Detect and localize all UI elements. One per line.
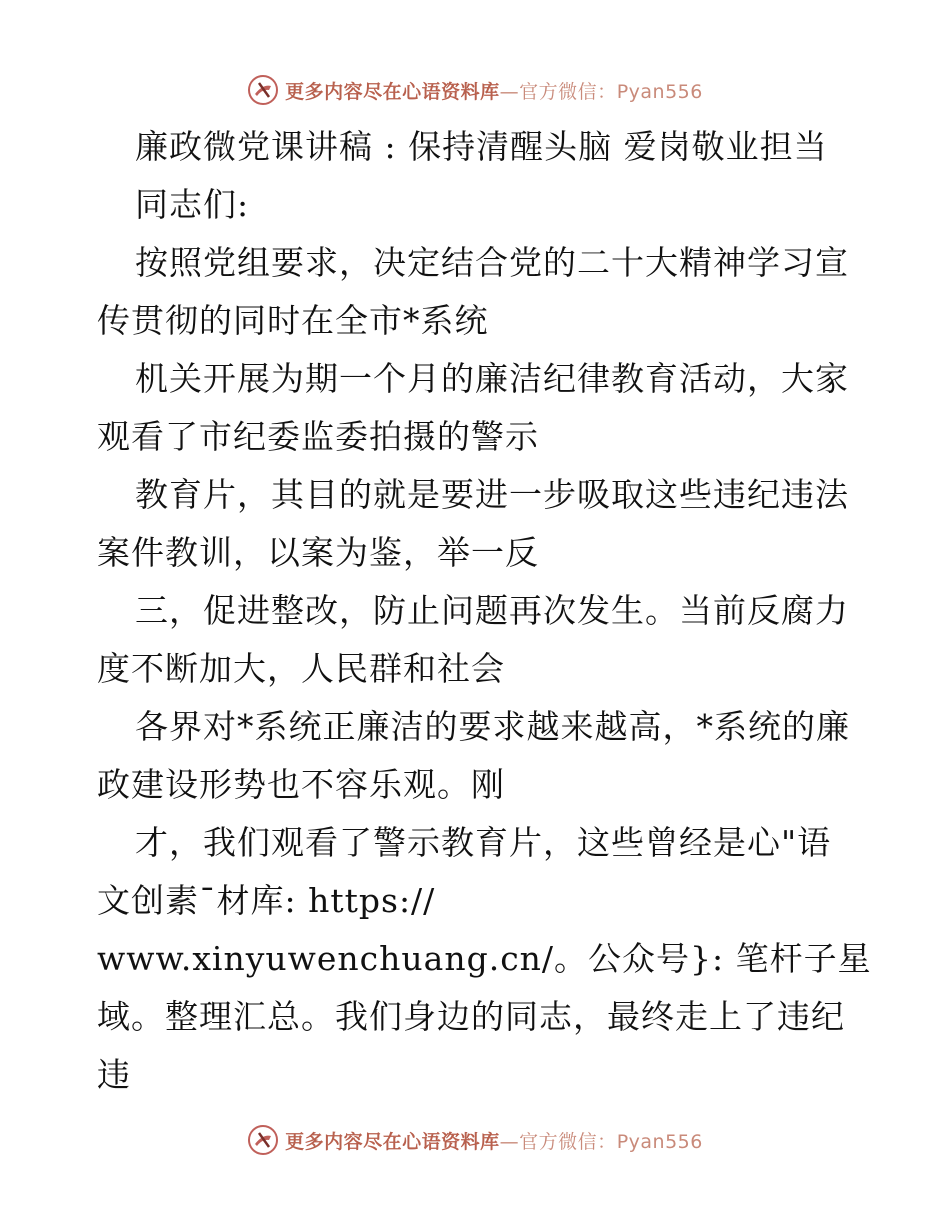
- text-line: www.xinyuwenchuang.cn/。公众号}: 笔杆子星: [97, 939, 872, 978]
- text-line: 才，我们观看了警示教育片，这些曾经是心"语: [135, 823, 832, 862]
- header-banner: [0, 70, 950, 110]
- text-line: 廉政微党课讲稿 : 保持清醒头脑 爱岗敬业担当: [135, 127, 828, 166]
- book-logo-icon: [247, 1124, 279, 1156]
- text-line: 违: [97, 1055, 131, 1094]
- text-line: 传贯彻的同时在全市*系统: [97, 301, 489, 340]
- banner-suffix: 官方微信：: [519, 1130, 617, 1153]
- text-line: 文创素¯材库: https://: [97, 881, 436, 920]
- banner-suffix: 官方微信：: [519, 80, 617, 103]
- text-line: 同志们:: [135, 185, 250, 224]
- text-line: 三，促进整改，防止问题再次发生。当前反腐力: [135, 591, 849, 630]
- banner-dash: —: [499, 1130, 520, 1153]
- text-line: 机关开展为期一个月的廉洁纪律教育活动，大家: [135, 359, 849, 398]
- text-line: 政建设形势也不容乐观。刚: [97, 765, 505, 804]
- book-logo-icon: [247, 74, 279, 106]
- text-line: 按照党组要求，决定结合党的二十大精神学习宣: [135, 243, 849, 282]
- text-line: 域。整理汇总。我们身边的同志，最终走上了违纪: [97, 997, 845, 1036]
- text-line: 观看了市纪委监委拍摄的警示: [97, 417, 539, 456]
- text-line: 教育片，其目的就是要进一步吸取这些违纪违法: [135, 475, 849, 514]
- banner-text: [285, 1127, 703, 1154]
- text-line: 度不断加大，人民群和社会: [97, 649, 505, 688]
- banner-wechat-id: Pyan556: [616, 80, 703, 103]
- banner-prefix: 更多内容尽在心语资料库: [285, 1130, 500, 1153]
- document-body: [97, 118, 872, 1104]
- banner-wechat-id: Pyan556: [616, 1130, 703, 1153]
- banner-text: [285, 77, 703, 104]
- text-line: 各界对*系统正廉洁的要求越来越高，*系统的廉: [135, 707, 850, 746]
- footer-banner: [0, 1120, 950, 1160]
- banner-dash: —: [499, 80, 520, 103]
- banner-prefix: 更多内容尽在心语资料库: [285, 80, 500, 103]
- text-line: 案件教训，以案为鉴，举一反: [97, 533, 539, 572]
